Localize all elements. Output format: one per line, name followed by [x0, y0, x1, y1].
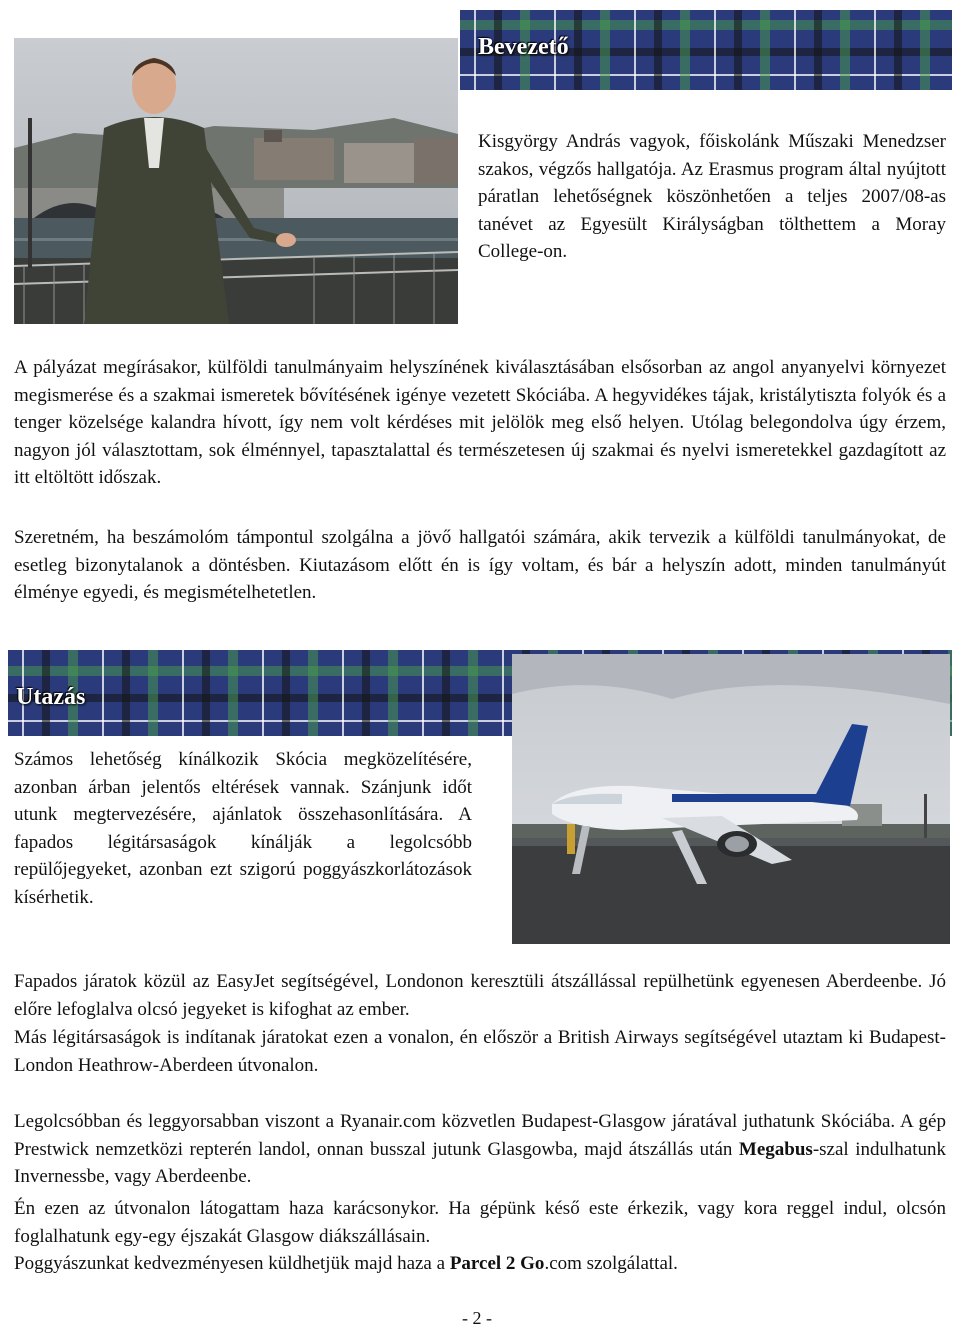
- intro-side-paragraph: Kisgyörgy András vagyok, főiskolánk Műszaki Menedzser szakos, végzős hallgatója. Az Erasmus program által nyújtott páratlan lehetőségnek köszönhetően a teljes 2007/08-as tanévet az Egyesült Királyságban tölthettem a Moray College-on.: [478, 131, 946, 262]
- megabus-bold: Megabus: [738, 1138, 813, 1160]
- intro-banner: [460, 10, 952, 90]
- page-number: - 2 -: [462, 1308, 492, 1328]
- travel-paragraph-5: [14, 1250, 946, 1278]
- travel-heading: Utazás: [16, 684, 86, 710]
- travel-paragraph-5-tail: .com szolgálattal.: [544, 1253, 678, 1274]
- parcel2go-bold: Parcel 2 Go: [449, 1253, 545, 1274]
- airplane-photo: [512, 654, 950, 944]
- intro-paragraph-1: A pályázat megírásakor, külföldi tanulmányaim helyszínének kiválasztásában elsősorban az angol anyanyelvi környezet megismerése és a szakmai ismeretek bővítésének igénye vezetett Skóciába. A hegyvidékes tájak, kristálytiszta folyók és a tenger közelsége kalandra hívott, így nem volt kérdéses mit jelölök meg első helyen. Utólag belegondolva úgy érzem, nagyon jól választottam, sok élménnyel, tapasztalattal és természetesen új szakmai és nyelvi ismeretekkel gazdagított az itt eltöltött időszak.: [14, 357, 946, 488]
- travel-paragraph-2: Más légitársaságok is indítanak járatokat ezen a vonalon, én először a British Airways segítségével utaztam ki Budapest-London Heathrow-Aberdeen útvonalon.: [14, 1027, 946, 1076]
- travel-paragraph-3: [14, 1108, 946, 1191]
- travel-side-paragraph: Számos lehetőség kínálkozik Skócia megközelítésére, azonban árban jelentős eltérések vannak. Szánjunk időt utunk megtervezésére, ajánlatok összehasonlítására. A fapados légitársaságok kínálják a legolcsóbb repülőjegyeket, azonban ezt szigorú poggyászkorlátozások kísérhetik.: [14, 749, 472, 908]
- travel-paragraph-4: Én ezen az útvonalon látogattam haza karácsonykor. Ha gépünk késő este érkezik, vagy kora reggel indul, olcsón foglalhatunk egy-egy éjszakát Glasgow diákszállásain.: [14, 1198, 946, 1247]
- travel-paragraph-3-text: Legolcsóbban és leggyorsabban viszont a Ryanair.com közvetlen Budapest-Glasgow járatával juthatunk Skóciába. A gép Prestwick nemzetközi repterén landol, onnan busszal jutunk Glasgowba, majd átszállás után: [14, 1111, 946, 1160]
- travel-paragraph-3-tail: -szal indulhatunk Invernessbe, vagy Aberdeenbe.: [14, 1138, 946, 1187]
- travel-paragraph-5-text: Poggyászunkat kedvezményesen küldhetjük majd haza a: [14, 1253, 450, 1274]
- intro-paragraph-2: Szeretném, ha beszámolóm támpontul szolgálna a jövő hallgatói számára, akik tervezik a külföldi tanulmányokat, de esetleg bizonytalanok a döntésben. Kiutazásom előtt én is így voltam, és bár a helyszín adott, minden tanulmányút élménye egyedi, és megismételhetetlen.: [14, 527, 946, 603]
- travel-paragraph-1: Fapados járatok közül az EasyJet segítségével, Londonon keresztüli átszállással repülhetünk egyenesen Aberdeenbe. Jó előre lefoglalva olcsó jegyeket is kifoghat az ember.: [14, 971, 946, 1020]
- bridge-photo: [14, 38, 458, 324]
- intro-heading: Bevezető: [478, 34, 569, 60]
